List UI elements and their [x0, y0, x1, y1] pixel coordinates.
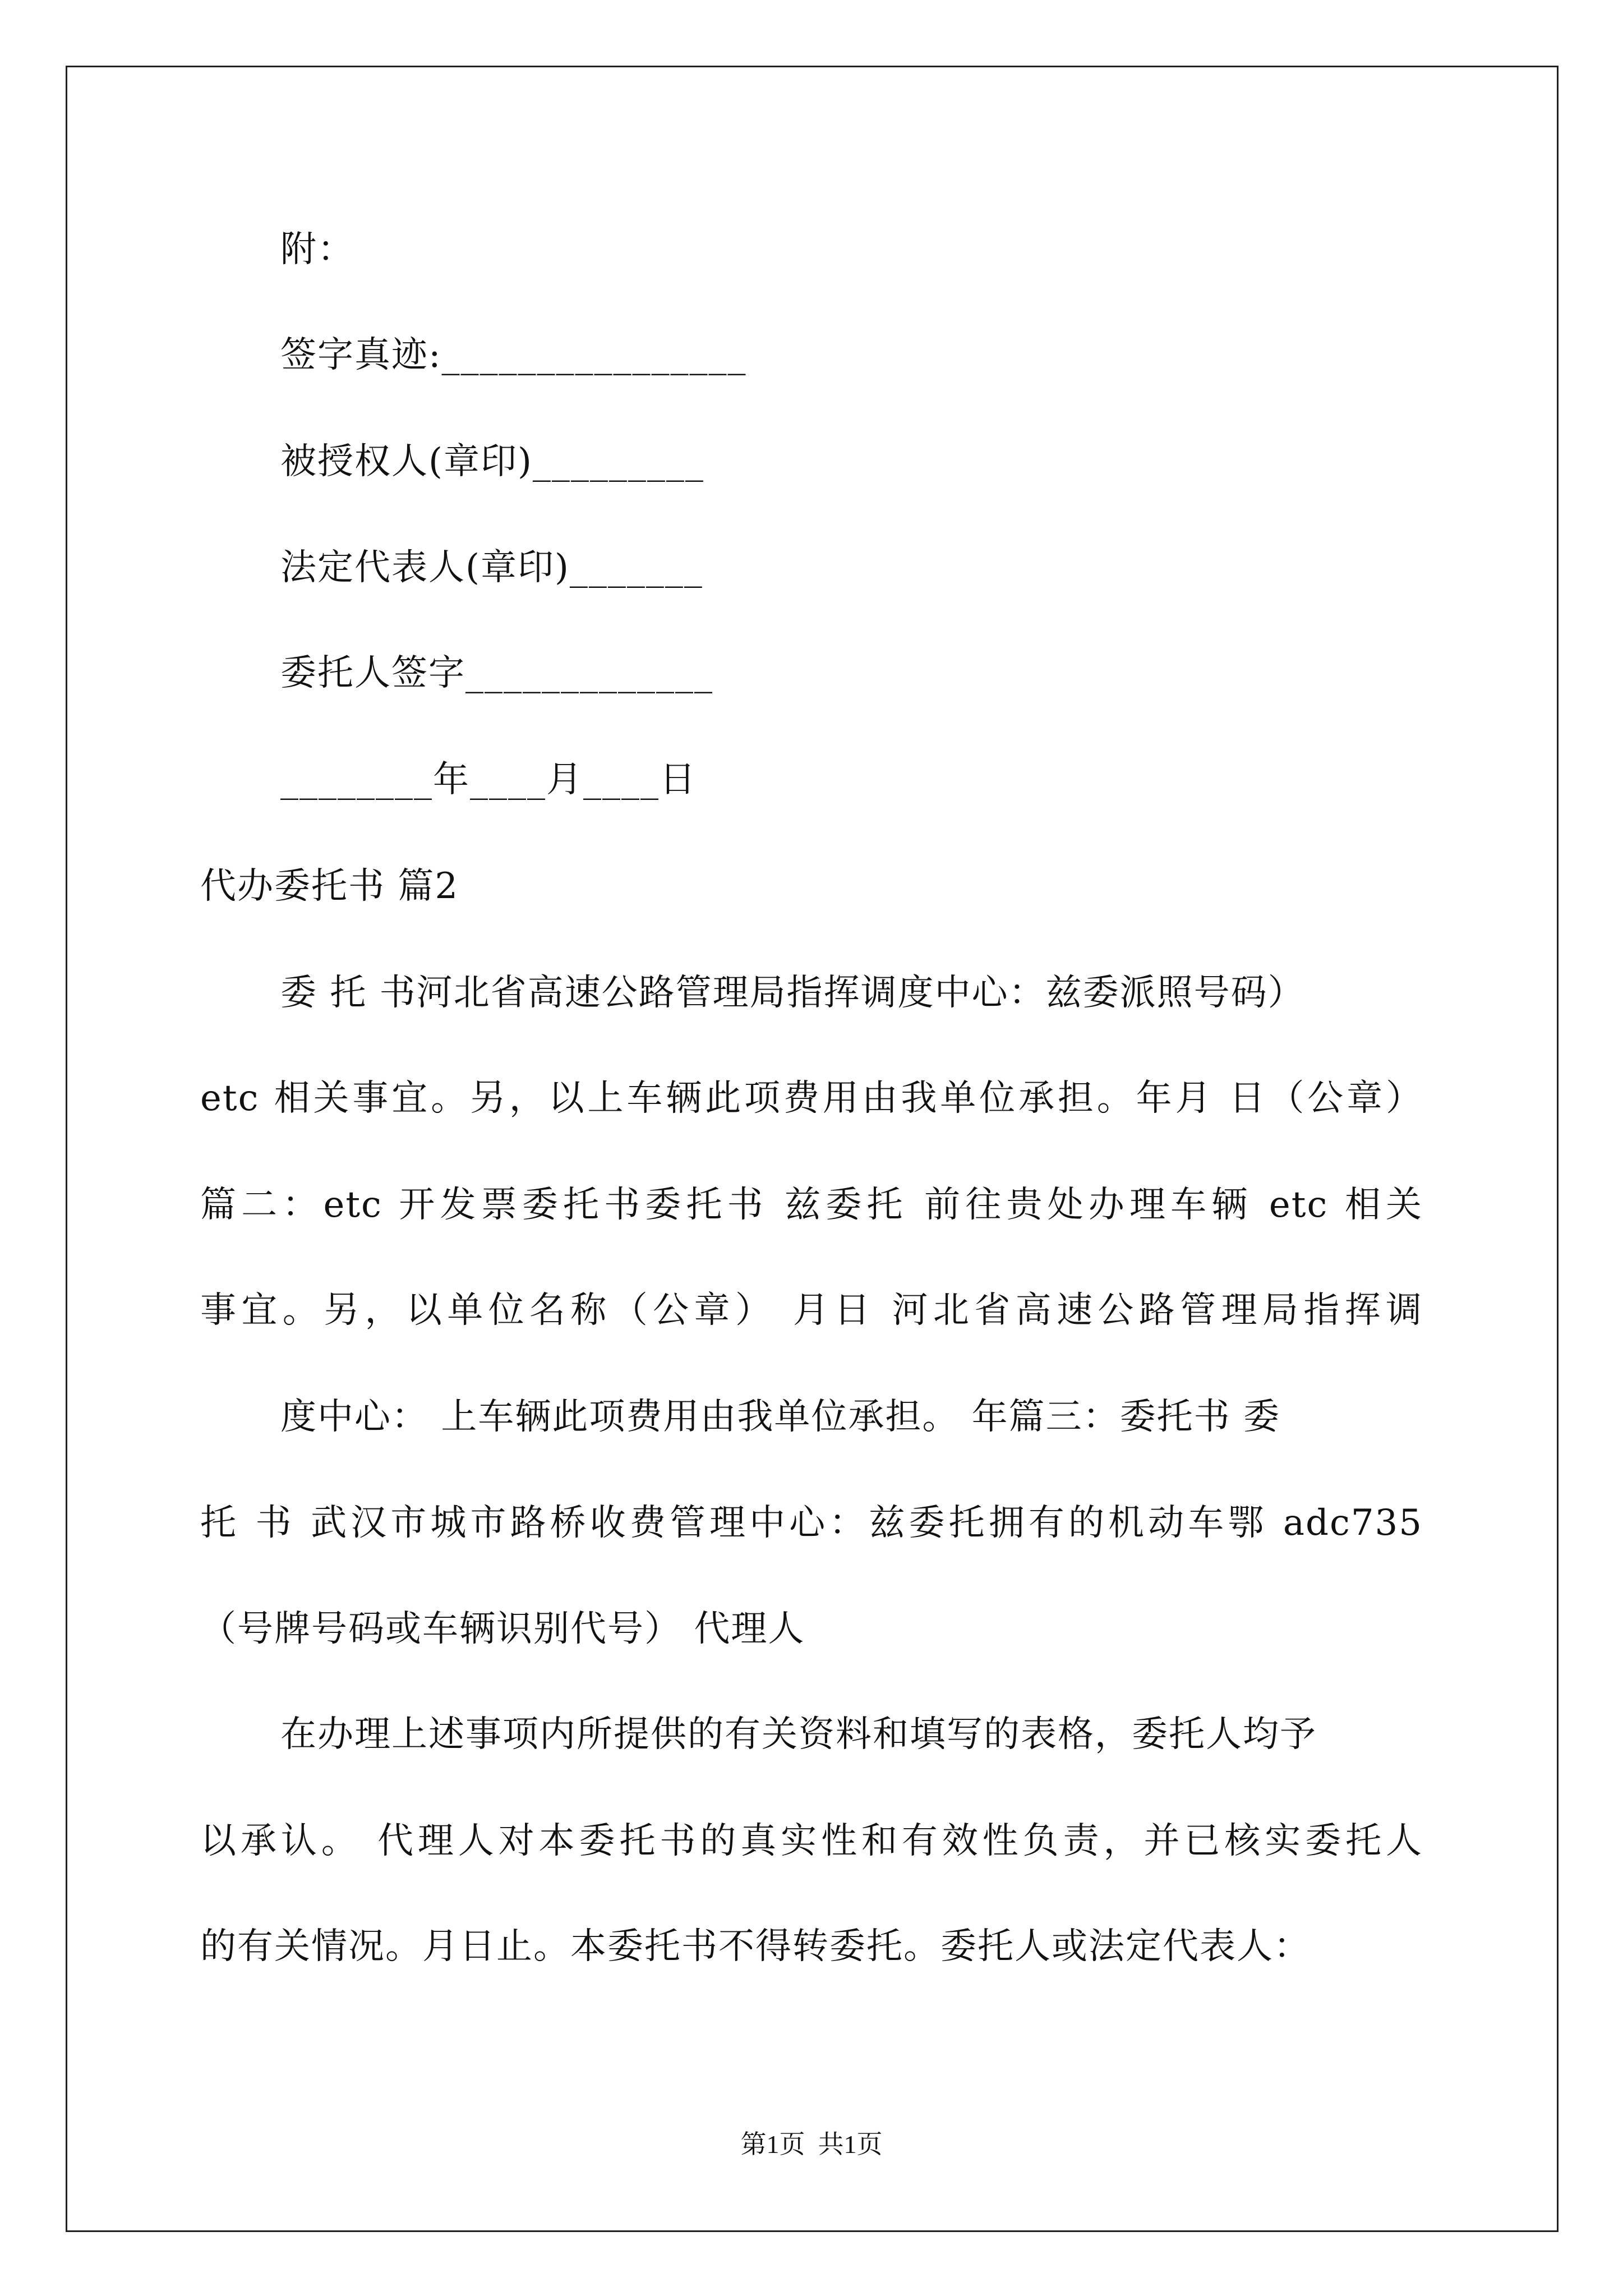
attachment-label: 附：: [280, 229, 354, 270]
page-footer: 第1页 共1页: [740, 2130, 883, 2159]
paragraph-line: 度中心： 上车辆此项费用由我单位承担。 年篇三：委托书 委: [280, 1396, 1281, 1438]
page-frame: [66, 66, 1559, 2232]
paragraph-line: 事宜。另，以单位名称（公章） 月日 河北省高速公路管理局指挥调: [200, 1290, 1423, 1331]
authorized-person-field: 被授权人(章印)_________: [280, 441, 704, 482]
paragraph-line: 的有关情况。月日止。本委托书不得转委托。委托人或法定代表人：: [200, 1926, 1311, 1967]
paragraph-line: 托 书 武汉市城市路桥收费管理中心：兹委托拥有的机动车鄂 adc735: [200, 1502, 1423, 1544]
date-field: ________年____月____日: [280, 759, 697, 800]
paragraph-line: 篇二：etc 开发票委托书委托书 兹委托 前往贵处办理车辆 etc 相关: [200, 1184, 1423, 1226]
signature-field: 签字真迹:________________: [280, 334, 747, 376]
paragraph-line: 委 托 书河北省高速公路管理局指挥调度中心：兹委派照号码）: [280, 972, 1305, 1014]
legal-representative-field: 法定代表人(章印)_______: [280, 547, 703, 588]
paragraph-line: etc 相关事宜。另，以上车辆此项费用由我单位承担。年月 日（公章）: [200, 1078, 1423, 1119]
section-heading: 代办委托书 篇2: [200, 866, 459, 907]
paragraph-line: （号牌号码或车辆识别代号） 代理人: [200, 1608, 805, 1650]
paragraph-line: 在办理上述事项内所提供的有关资料和填写的表格，委托人均予: [280, 1714, 1317, 1755]
principal-signature-field: 委托人签字_____________: [280, 652, 713, 694]
paragraph-line: 以承认。 代理人对本委托书的真实性和有效性负责，并已核实委托人: [200, 1820, 1423, 1862]
